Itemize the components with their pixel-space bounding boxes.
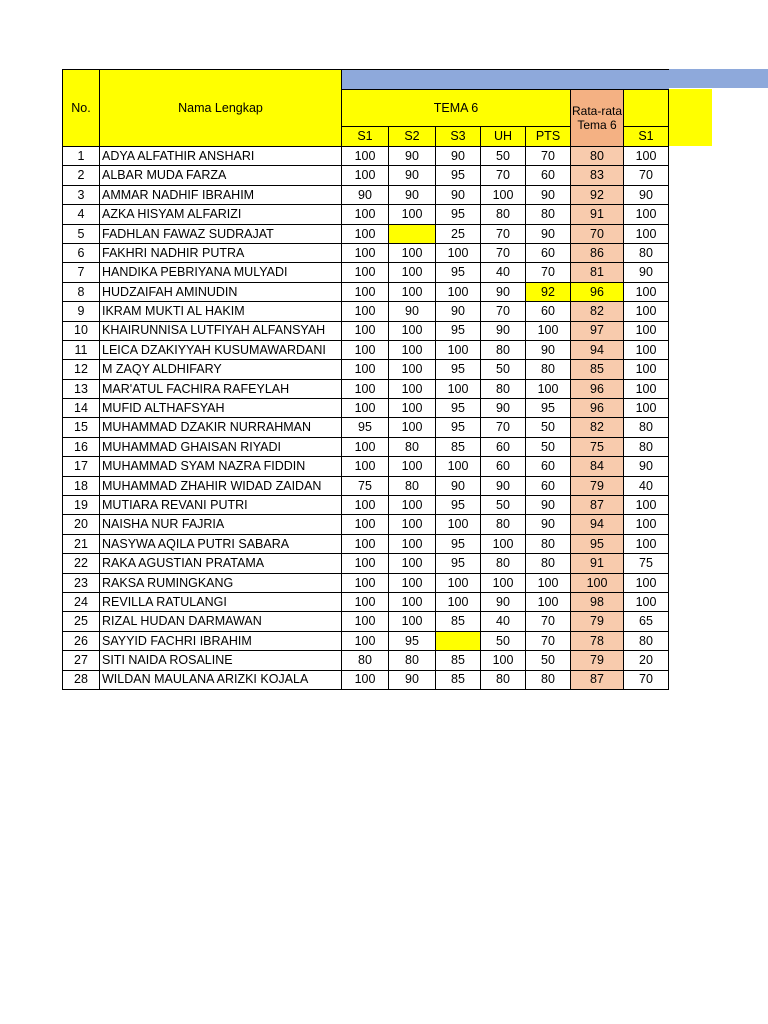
cell-no[interactable]: 19 — [63, 496, 100, 515]
cell-average[interactable]: 83 — [571, 166, 624, 185]
cell-s3[interactable]: 85 — [436, 670, 481, 689]
cell-no[interactable]: 26 — [63, 631, 100, 650]
cell-uh[interactable]: 70 — [481, 418, 526, 437]
cell-uh[interactable]: 80 — [481, 379, 526, 398]
cell-next-s1[interactable]: 80 — [624, 243, 669, 262]
col-header-s1: S1 — [342, 127, 389, 147]
cell-s3[interactable]: 95 — [436, 554, 481, 573]
col-header-average: Rata-rata Tema 6 — [571, 90, 624, 147]
cell-name[interactable]: MUHAMMAD DZAKIR NURRAHMAN — [100, 418, 342, 437]
cell-pts[interactable]: 80 — [526, 670, 571, 689]
cell-uh[interactable]: 90 — [481, 476, 526, 495]
cell-average[interactable]: 94 — [571, 340, 624, 359]
table-row — [63, 379, 669, 398]
cell-s3[interactable]: 90 — [436, 147, 481, 166]
cell-s1[interactable]: 100 — [342, 379, 389, 398]
cell-average[interactable]: 75 — [571, 437, 624, 456]
next-column-header-overflow — [667, 89, 712, 146]
cell-s2[interactable]: 100 — [389, 282, 436, 301]
cell-next-s1[interactable]: 70 — [624, 166, 669, 185]
col-header-name: Nama Lengkap — [100, 70, 342, 147]
cell-next-s1[interactable]: 100 — [624, 224, 669, 243]
cell-s1[interactable]: 100 — [342, 360, 389, 379]
cell-pts[interactable]: 90 — [526, 224, 571, 243]
cell-average[interactable]: 85 — [571, 360, 624, 379]
col-header-pts: PTS — [526, 127, 571, 147]
cell-s1[interactable]: 100 — [342, 321, 389, 340]
cell-average[interactable]: 81 — [571, 263, 624, 282]
cell-s2[interactable]: 80 — [389, 437, 436, 456]
cell-no[interactable]: 22 — [63, 554, 100, 573]
table-row — [63, 224, 669, 243]
table-row — [63, 282, 669, 301]
cell-average[interactable]: 79 — [571, 612, 624, 631]
cell-uh[interactable]: 50 — [481, 496, 526, 515]
header-band-overflow — [667, 69, 768, 88]
cell-s2[interactable]: 100 — [389, 263, 436, 282]
cell-no[interactable]: 3 — [63, 185, 100, 204]
cell-s2[interactable]: 100 — [389, 592, 436, 611]
cell-s3[interactable]: 100 — [436, 515, 481, 534]
cell-s2[interactable]: 100 — [389, 340, 436, 359]
cell-s1[interactable]: 100 — [342, 437, 389, 456]
cell-name[interactable]: SAYYID FACHRI IBRAHIM — [100, 631, 342, 650]
cell-no[interactable]: 25 — [63, 612, 100, 631]
cell-name[interactable]: NAISHA NUR FAJRIA — [100, 515, 342, 534]
cell-s1[interactable]: 100 — [342, 399, 389, 418]
cell-pts[interactable]: 60 — [526, 243, 571, 262]
cell-s2[interactable]: 100 — [389, 379, 436, 398]
cell-pts[interactable]: 50 — [526, 437, 571, 456]
cell-no[interactable]: 5 — [63, 224, 100, 243]
table-row — [63, 651, 669, 670]
cell-s1[interactable]: 100 — [342, 224, 389, 243]
cell-pts[interactable]: 90 — [526, 185, 571, 204]
cell-s3[interactable]: 100 — [436, 573, 481, 592]
cell-name[interactable]: RIZAL HUDAN DARMAWAN — [100, 612, 342, 631]
table-row — [63, 263, 669, 282]
cell-s3[interactable]: 100 — [436, 457, 481, 476]
cell-s3[interactable]: 85 — [436, 437, 481, 456]
cell-no[interactable]: 20 — [63, 515, 100, 534]
cell-next-s1[interactable]: 100 — [624, 360, 669, 379]
cell-no[interactable]: 9 — [63, 302, 100, 321]
cell-name[interactable]: NASYWA AQILA PUTRI SABARA — [100, 534, 342, 553]
cell-uh[interactable]: 100 — [481, 534, 526, 553]
cell-s3[interactable]: 95 — [436, 263, 481, 282]
cell-s3[interactable]: 95 — [436, 534, 481, 553]
table-row — [63, 476, 669, 495]
cell-s1[interactable]: 100 — [342, 592, 389, 611]
cell-pts[interactable]: 80 — [526, 534, 571, 553]
cell-name[interactable]: MUHAMMAD ZHAHIR WIDAD ZAIDAN — [100, 476, 342, 495]
cell-s2[interactable] — [389, 224, 436, 243]
table-header — [63, 70, 669, 147]
cell-s2[interactable]: 95 — [389, 631, 436, 650]
cell-uh[interactable]: 50 — [481, 631, 526, 650]
cell-no[interactable]: 11 — [63, 340, 100, 359]
col-header-uh: UH — [481, 127, 526, 147]
cell-s2[interactable]: 100 — [389, 554, 436, 573]
cell-s2[interactable]: 80 — [389, 476, 436, 495]
cell-s1[interactable]: 100 — [342, 282, 389, 301]
cell-next-s1[interactable]: 20 — [624, 651, 669, 670]
cell-no[interactable]: 2 — [63, 166, 100, 185]
cell-uh[interactable]: 50 — [481, 360, 526, 379]
table-row — [63, 534, 669, 553]
cell-name[interactable]: RAKA AGUSTIAN PRATAMA — [100, 554, 342, 573]
cell-average[interactable]: 87 — [571, 496, 624, 515]
cell-average[interactable]: 91 — [571, 205, 624, 224]
table-row — [63, 437, 669, 456]
cell-pts[interactable]: 60 — [526, 457, 571, 476]
cell-next-s1[interactable]: 100 — [624, 399, 669, 418]
table-row — [63, 573, 669, 592]
cell-uh[interactable]: 70 — [481, 224, 526, 243]
header-band — [342, 70, 669, 90]
cell-next-s1[interactable]: 100 — [624, 592, 669, 611]
cell-s2[interactable]: 100 — [389, 457, 436, 476]
cell-uh[interactable]: 70 — [481, 302, 526, 321]
cell-next-s1[interactable]: 75 — [624, 554, 669, 573]
table-row — [63, 340, 669, 359]
cell-s2[interactable]: 90 — [389, 670, 436, 689]
cell-pts[interactable]: 50 — [526, 651, 571, 670]
cell-s1[interactable]: 100 — [342, 631, 389, 650]
cell-s1[interactable]: 80 — [342, 651, 389, 670]
table-row — [63, 457, 669, 476]
cell-pts[interactable]: 70 — [526, 612, 571, 631]
cell-uh[interactable]: 80 — [481, 515, 526, 534]
cell-uh[interactable]: 100 — [481, 651, 526, 670]
cell-next-s1[interactable]: 65 — [624, 612, 669, 631]
cell-s2[interactable]: 100 — [389, 515, 436, 534]
cell-uh[interactable]: 80 — [481, 670, 526, 689]
cell-next-s1[interactable]: 80 — [624, 631, 669, 650]
cell-average[interactable]: 95 — [571, 534, 624, 553]
table-row — [63, 243, 669, 262]
cell-no[interactable]: 27 — [63, 651, 100, 670]
cell-pts[interactable]: 100 — [526, 379, 571, 398]
cell-name[interactable]: LEICA DZAKIYYAH KUSUMAWARDANI — [100, 340, 342, 359]
cell-uh[interactable]: 70 — [481, 243, 526, 262]
grade-table — [62, 69, 669, 690]
cell-s2[interactable]: 100 — [389, 534, 436, 553]
table-row — [63, 631, 669, 650]
cell-name[interactable]: IKRAM MUKTI AL HAKIM — [100, 302, 342, 321]
table-row — [63, 147, 669, 166]
cell-uh[interactable]: 90 — [481, 282, 526, 301]
cell-s3[interactable]: 100 — [436, 592, 481, 611]
cell-s2[interactable]: 100 — [389, 496, 436, 515]
cell-s2[interactable]: 100 — [389, 612, 436, 631]
cell-uh[interactable]: 60 — [481, 437, 526, 456]
cell-s1[interactable]: 100 — [342, 496, 389, 515]
cell-s1[interactable]: 100 — [342, 147, 389, 166]
cell-name[interactable]: FAKHRI NADHIR PUTRA — [100, 243, 342, 262]
cell-uh[interactable]: 90 — [481, 321, 526, 340]
cell-average[interactable]: 96 — [571, 282, 624, 301]
cell-s1[interactable]: 100 — [342, 302, 389, 321]
cell-next-s1[interactable]: 40 — [624, 476, 669, 495]
cell-s1[interactable]: 100 — [342, 263, 389, 282]
cell-s2[interactable]: 100 — [389, 399, 436, 418]
table-row — [63, 205, 669, 224]
cell-s1[interactable]: 100 — [342, 515, 389, 534]
cell-next-s1[interactable]: 90 — [624, 185, 669, 204]
cell-name[interactable]: HUDZAIFAH AMINUDIN — [100, 282, 342, 301]
cell-next-s1[interactable]: 80 — [624, 437, 669, 456]
cell-s3[interactable]: 95 — [436, 418, 481, 437]
table-row — [63, 360, 669, 379]
cell-pts[interactable]: 90 — [526, 515, 571, 534]
table-row — [63, 321, 669, 340]
cell-pts[interactable]: 60 — [526, 302, 571, 321]
cell-s3[interactable] — [436, 631, 481, 650]
cell-average[interactable]: 87 — [571, 670, 624, 689]
cell-s3[interactable]: 100 — [436, 282, 481, 301]
cell-no[interactable]: 8 — [63, 282, 100, 301]
cell-s2[interactable]: 100 — [389, 418, 436, 437]
cell-pts[interactable]: 100 — [526, 573, 571, 592]
cell-uh[interactable]: 60 — [481, 457, 526, 476]
cell-s2[interactable]: 100 — [389, 360, 436, 379]
cell-average[interactable]: 80 — [571, 147, 624, 166]
col-header-no: No. — [63, 70, 100, 147]
cell-name[interactable]: KHAIRUNNISA LUTFIYAH ALFANSYAH — [100, 321, 342, 340]
cell-s3[interactable]: 100 — [436, 379, 481, 398]
cell-s3[interactable]: 90 — [436, 185, 481, 204]
group-header-next — [624, 90, 669, 127]
table-row — [63, 399, 669, 418]
cell-s1[interactable]: 100 — [342, 534, 389, 553]
cell-no[interactable]: 17 — [63, 457, 100, 476]
cell-uh[interactable]: 100 — [481, 185, 526, 204]
cell-name[interactable]: AMMAR NADHIF IBRAHIM — [100, 185, 342, 204]
group-header-tema: TEMA 6 — [342, 90, 571, 127]
cell-s2[interactable]: 100 — [389, 321, 436, 340]
cell-no[interactable]: 23 — [63, 573, 100, 592]
cell-s3[interactable]: 95 — [436, 496, 481, 515]
cell-average[interactable]: 86 — [571, 243, 624, 262]
cell-pts[interactable]: 70 — [526, 147, 571, 166]
cell-name[interactable]: ADYA ALFATHIR ANSHARI — [100, 147, 342, 166]
cell-average[interactable]: 82 — [571, 302, 624, 321]
table-row — [63, 612, 669, 631]
cell-s3[interactable]: 95 — [436, 166, 481, 185]
cell-no[interactable]: 7 — [63, 263, 100, 282]
cell-average[interactable]: 91 — [571, 554, 624, 573]
cell-s2[interactable]: 90 — [389, 147, 436, 166]
cell-no[interactable]: 24 — [63, 592, 100, 611]
cell-next-s1[interactable]: 90 — [624, 457, 669, 476]
cell-s3[interactable]: 95 — [436, 360, 481, 379]
cell-pts[interactable]: 80 — [526, 554, 571, 573]
cell-next-s1[interactable]: 100 — [624, 205, 669, 224]
cell-next-s1[interactable]: 100 — [624, 496, 669, 515]
grade-sheet — [62, 69, 669, 690]
cell-name[interactable]: FADHLAN FAWAZ SUDRAJAT — [100, 224, 342, 243]
cell-s3[interactable]: 85 — [436, 612, 481, 631]
cell-uh[interactable]: 80 — [481, 205, 526, 224]
cell-no[interactable]: 15 — [63, 418, 100, 437]
cell-pts[interactable]: 90 — [526, 496, 571, 515]
table-row — [63, 302, 669, 321]
cell-s1[interactable]: 100 — [342, 243, 389, 262]
cell-pts[interactable]: 100 — [526, 321, 571, 340]
cell-name[interactable]: AZKA HISYAM ALFARIZI — [100, 205, 342, 224]
cell-name[interactable]: RAKSA RUMINGKANG — [100, 573, 342, 592]
cell-name[interactable]: HANDIKA PEBRIYANA MULYADI — [100, 263, 342, 282]
cell-uh[interactable]: 100 — [481, 573, 526, 592]
cell-uh[interactable]: 80 — [481, 340, 526, 359]
cell-no[interactable]: 16 — [63, 437, 100, 456]
cell-s1[interactable]: 100 — [342, 340, 389, 359]
cell-name[interactable]: ALBAR MUDA FARZA — [100, 166, 342, 185]
cell-s2[interactable]: 80 — [389, 651, 436, 670]
cell-pts[interactable]: 60 — [526, 476, 571, 495]
cell-average[interactable]: 94 — [571, 515, 624, 534]
cell-name[interactable]: REVILLA RATULANGI — [100, 592, 342, 611]
cell-next-s1[interactable]: 100 — [624, 321, 669, 340]
cell-next-s1[interactable]: 70 — [624, 670, 669, 689]
cell-name[interactable]: WILDAN MAULANA ARIZKI KOJALA — [100, 670, 342, 689]
cell-uh[interactable]: 90 — [481, 399, 526, 418]
cell-s3[interactable]: 25 — [436, 224, 481, 243]
col-header-s2: S2 — [389, 127, 436, 147]
cell-s3[interactable]: 90 — [436, 476, 481, 495]
cell-no[interactable]: 18 — [63, 476, 100, 495]
cell-s1[interactable]: 100 — [342, 612, 389, 631]
cell-pts[interactable]: 90 — [526, 340, 571, 359]
cell-uh[interactable]: 90 — [481, 592, 526, 611]
cell-s1[interactable]: 75 — [342, 476, 389, 495]
cell-name[interactable]: M ZAQY ALDHIFARY — [100, 360, 342, 379]
cell-s2[interactable]: 100 — [389, 205, 436, 224]
cell-s2[interactable]: 90 — [389, 302, 436, 321]
cell-no[interactable]: 4 — [63, 205, 100, 224]
cell-average[interactable]: 70 — [571, 224, 624, 243]
cell-s1[interactable]: 100 — [342, 573, 389, 592]
cell-next-s1[interactable]: 100 — [624, 302, 669, 321]
cell-pts[interactable]: 92 — [526, 282, 571, 301]
cell-s1[interactable]: 100 — [342, 670, 389, 689]
table-body — [63, 147, 669, 690]
cell-average[interactable]: 96 — [571, 399, 624, 418]
cell-next-s1[interactable]: 100 — [624, 534, 669, 553]
cell-s3[interactable]: 100 — [436, 243, 481, 262]
col-header-s3: S3 — [436, 127, 481, 147]
cell-next-s1[interactable]: 80 — [624, 418, 669, 437]
cell-pts[interactable]: 60 — [526, 166, 571, 185]
cell-pts[interactable]: 70 — [526, 631, 571, 650]
cell-pts[interactable]: 80 — [526, 360, 571, 379]
cell-no[interactable]: 28 — [63, 670, 100, 689]
table-row — [63, 515, 669, 534]
cell-no[interactable]: 10 — [63, 321, 100, 340]
cell-pts[interactable]: 50 — [526, 418, 571, 437]
cell-pts[interactable]: 80 — [526, 205, 571, 224]
cell-s1[interactable]: 100 — [342, 457, 389, 476]
cell-name[interactable]: MUFID ALTHAFSYAH — [100, 399, 342, 418]
cell-average[interactable]: 96 — [571, 379, 624, 398]
cell-s3[interactable]: 100 — [436, 340, 481, 359]
table-row — [63, 670, 669, 689]
cell-no[interactable]: 13 — [63, 379, 100, 398]
cell-uh[interactable]: 80 — [481, 554, 526, 573]
cell-no[interactable]: 14 — [63, 399, 100, 418]
cell-uh[interactable]: 50 — [481, 147, 526, 166]
cell-next-s1[interactable]: 100 — [624, 573, 669, 592]
table-row — [63, 592, 669, 611]
cell-pts[interactable]: 100 — [526, 592, 571, 611]
cell-s3[interactable]: 95 — [436, 205, 481, 224]
cell-next-s1[interactable]: 100 — [624, 282, 669, 301]
cell-name[interactable]: MAR'ATUL FACHIRA RAFEYLAH — [100, 379, 342, 398]
cell-s1[interactable]: 100 — [342, 205, 389, 224]
cell-s2[interactable]: 90 — [389, 166, 436, 185]
cell-uh[interactable]: 40 — [481, 263, 526, 282]
cell-average[interactable]: 92 — [571, 185, 624, 204]
table-row — [63, 496, 669, 515]
cell-average[interactable]: 79 — [571, 476, 624, 495]
table-row — [63, 554, 669, 573]
cell-average[interactable]: 97 — [571, 321, 624, 340]
cell-pts[interactable]: 70 — [526, 263, 571, 282]
cell-s3[interactable]: 90 — [436, 302, 481, 321]
cell-s2[interactable]: 100 — [389, 243, 436, 262]
cell-average[interactable]: 79 — [571, 651, 624, 670]
cell-average[interactable]: 78 — [571, 631, 624, 650]
cell-average[interactable]: 98 — [571, 592, 624, 611]
cell-s1[interactable]: 100 — [342, 166, 389, 185]
cell-s1[interactable]: 95 — [342, 418, 389, 437]
cell-next-s1[interactable]: 100 — [624, 340, 669, 359]
cell-uh[interactable]: 70 — [481, 166, 526, 185]
cell-no[interactable]: 6 — [63, 243, 100, 262]
cell-s2[interactable]: 90 — [389, 185, 436, 204]
cell-name[interactable]: SITI NAIDA ROSALINE — [100, 651, 342, 670]
cell-no[interactable]: 12 — [63, 360, 100, 379]
cell-name[interactable]: MUTIARA REVANI PUTRI — [100, 496, 342, 515]
cell-average[interactable]: 84 — [571, 457, 624, 476]
cell-average[interactable]: 100 — [571, 573, 624, 592]
cell-s3[interactable]: 95 — [436, 321, 481, 340]
cell-next-s1[interactable]: 100 — [624, 515, 669, 534]
cell-s1[interactable]: 100 — [342, 554, 389, 573]
cell-no[interactable]: 21 — [63, 534, 100, 553]
table-row — [63, 418, 669, 437]
cell-s1[interactable]: 90 — [342, 185, 389, 204]
cell-average[interactable]: 82 — [571, 418, 624, 437]
cell-uh[interactable]: 40 — [481, 612, 526, 631]
cell-next-s1[interactable]: 100 — [624, 147, 669, 166]
cell-name[interactable]: MUHAMMAD SYAM NAZRA FIDDIN — [100, 457, 342, 476]
cell-s3[interactable]: 95 — [436, 399, 481, 418]
table-row — [63, 166, 669, 185]
col-header-next-s1: S1 — [624, 127, 669, 147]
cell-next-s1[interactable]: 90 — [624, 263, 669, 282]
cell-s2[interactable]: 100 — [389, 573, 436, 592]
cell-name[interactable]: MUHAMMAD GHAISAN RIYADI — [100, 437, 342, 456]
table-row — [63, 185, 669, 204]
cell-no[interactable]: 1 — [63, 147, 100, 166]
cell-pts[interactable]: 95 — [526, 399, 571, 418]
cell-next-s1[interactable]: 100 — [624, 379, 669, 398]
cell-s3[interactable]: 85 — [436, 651, 481, 670]
